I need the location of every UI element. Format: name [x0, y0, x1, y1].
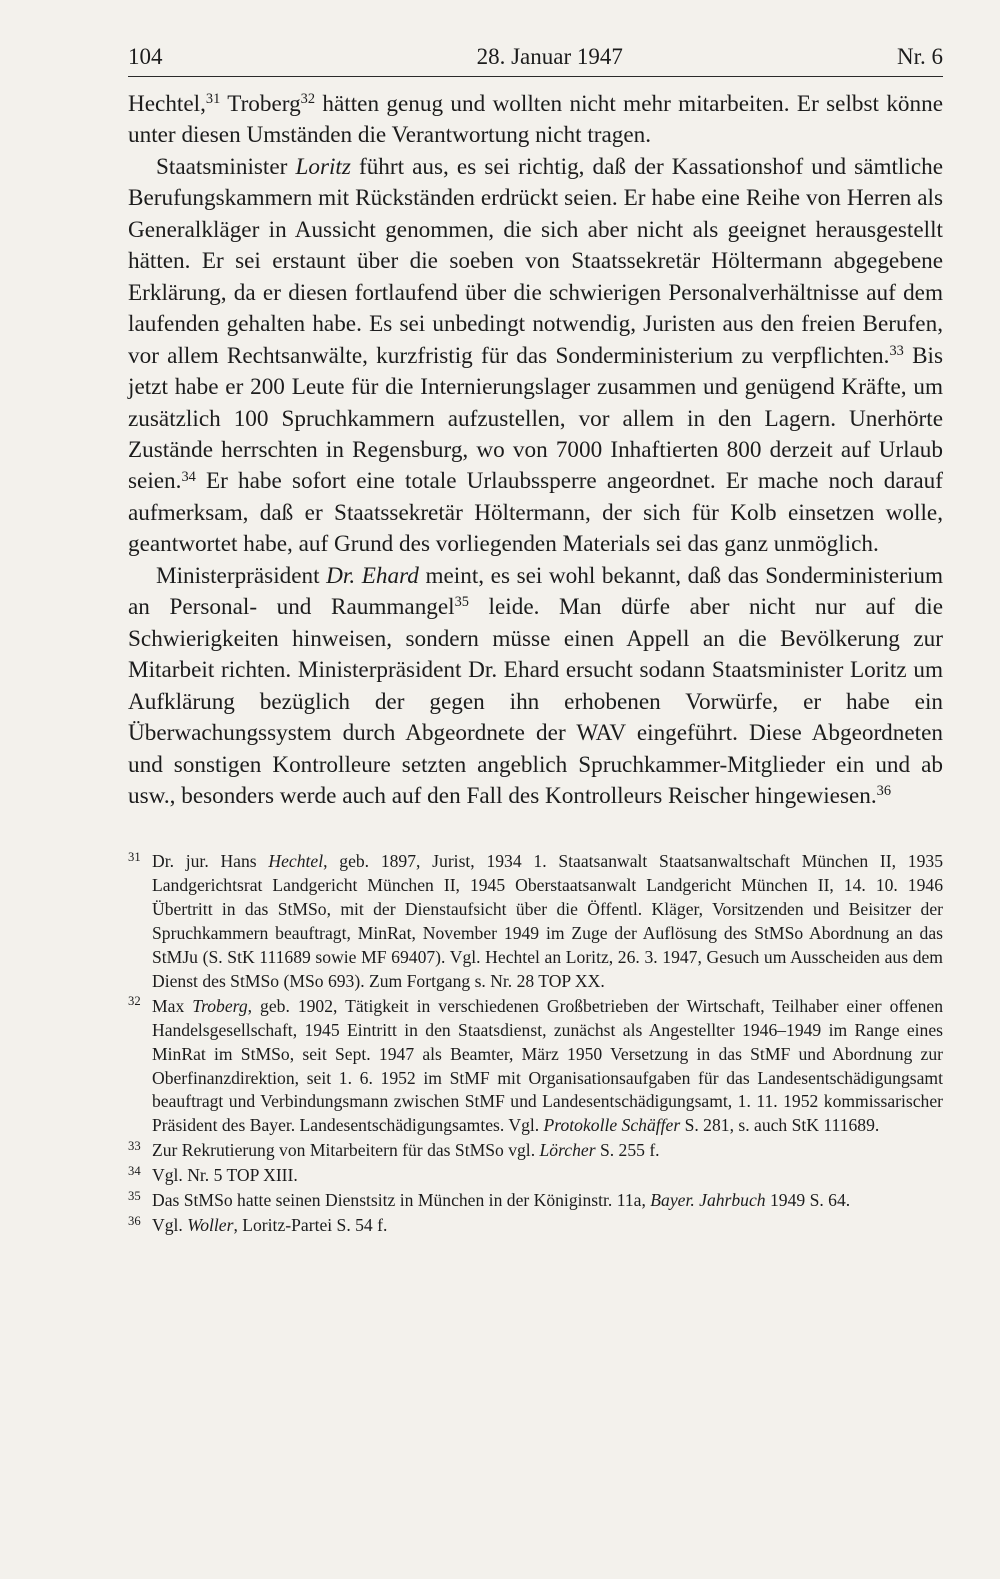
header-date: 28. Januar 1947: [476, 44, 623, 69]
text-run: Vgl. Nr. 5 TOP XIII.: [152, 1165, 298, 1186]
footnote-number: 35: [128, 1188, 141, 1203]
italic-name: Lörcher: [539, 1140, 596, 1161]
footnote-number: 34: [128, 1163, 141, 1178]
footnote-reference: 32: [300, 91, 316, 108]
footnote-text: [152, 1164, 943, 1188]
footnote-reference: 35: [454, 594, 469, 611]
running-header: [128, 44, 943, 77]
footnote-reference: 36: [876, 783, 892, 800]
footnote: [128, 1139, 943, 1163]
italic-name: Woller: [187, 1215, 234, 1236]
text-run: meint, es sei wohl bekannt, daß das Sonderministerium an Personal- und Raummangel: [128, 562, 943, 621]
footnote-number: 33: [128, 1138, 141, 1153]
footnote: [128, 995, 943, 1138]
footnote-text: [152, 1139, 943, 1163]
text-run: , geb. 1902, Tätigkeit in verschiedenen Großbetrieben der Wirtschaft, Teilhaber einer offenen Handelsgesellschaft, 1945 Eintritt in den Staatsdienst, zunächst als Angestellter 1946–1949 im Range eines MinRat im StMSo, seit Sept. 1947 als Beamter, März 1950 Versetzung in das StMF und Abordnung zur Oberfinanzdirektion, seit 1. 6. 1952 im StMF mit Organisationsaufgaben für das Landesentschädigungsamt beauftragt und Verbindungsmann zwischen StMF und Landesentschädigungsamt, 1. 11. 1952 kommissarischer Präsident des Bayer. Landesentschädigungsamtes. Vgl.: [152, 995, 943, 1136]
paragraph: [128, 152, 943, 561]
italic-name: Troberg: [192, 995, 248, 1016]
footnote-number: 32: [128, 994, 141, 1009]
text-run: führt aus, es sei richtig, daß der Kassationshof und sämtliche Berufungskammern mit Rückständen erdrückt seien. Er habe eine Reihe von Herren als Generalkläger in Aussicht genommen, die sich aber nicht als geeignet herausgestellt hätten. Er sei erstaunt über die soeben von Staatssekretär Höltermann abgegebene Erklärung, da er diesen fortlaufend über die schwierigen Personalverhältnisse auf dem laufenden gehalten habe. Es sei unbedingt notwendig, Juristen aus den freien Berufen, vor allem Rechtsanwälte, kurzfristig für das Sonderministerium zu verpflichten.: [128, 153, 943, 369]
footnote-text: [152, 1189, 943, 1213]
text-run: 1949 S. 64.: [765, 1190, 851, 1211]
text-run: , geb. 1897, Jurist, 1934 1. Staatsanwalt Staatsanwaltschaft München II, 1935 Landgerichtsrat Landgericht München II, 1945 Oberstaatsanwalt Landgericht München II, 14. 10. 1946 Übertritt in das StMSo, mit der Dienstaufsicht über die Öffentl. Kläger, Vorsitzenden und Beisitzer der Spruchkammern beauftragt, MinRat, November 1949 im Zuge der Auflösung des StMSo Abordnung an das StMJu (S. StK 111689 sowie MF 69407). Vgl. Hechtel an Loritz, 26. 3. 1947, Gesuch um Ausscheiden aus dem Dienst des StMSo (MSo 693). Zum Fortgang s. Nr. 28 TOP XX.: [152, 851, 943, 991]
footnote-reference: 31: [205, 91, 221, 108]
text-run: Vgl.: [152, 1215, 188, 1236]
text-run: Das StMSo hatte seinen Dienstsitz in München in der Königinstr. 11a,: [152, 1190, 651, 1211]
footnotes: [128, 850, 943, 1238]
footnote-text: [152, 850, 943, 993]
text-run: Dr. jur. Hans: [152, 851, 269, 872]
text-run: Staatsminister: [156, 153, 296, 180]
header-issue: Nr. 6: [897, 44, 943, 69]
footnote: [128, 850, 943, 993]
footnote-number: 31: [128, 850, 141, 864]
text-run: Hechtel,: [128, 91, 206, 117]
text-run: , Loritz-Partei S. 54 f.: [233, 1215, 388, 1236]
italic-name: Hechtel: [268, 851, 324, 872]
footnote: [128, 1164, 943, 1188]
italic-name: Protokolle Schäffer: [543, 1115, 681, 1136]
footnote: [128, 1214, 943, 1238]
italic-name: Bayer. Jahrbuch: [650, 1190, 766, 1211]
footnote-number: 36: [128, 1213, 141, 1228]
italic-name: Loritz: [295, 153, 351, 180]
text-run: Bis jetzt habe er 200 Leute für die Internierungslager zusammen und genügend Kräfte, um zusätzlich 100 Spruchkammern aufzustellen, vor allem in den Lagern. Unerhörte Zustände herrschten in Regensburg, wo von 7000 Inhaftierten 800 derzeit auf Urlaub seien.: [128, 342, 943, 495]
footnote-text: [152, 1214, 943, 1238]
document-page: [128, 44, 943, 1238]
text-run: Ministerpräsident: [156, 562, 327, 589]
text-run: S. 281, s. auch StK 111689.: [680, 1115, 880, 1136]
footnote: [128, 1189, 943, 1213]
text-run: hätten genug und wollten nicht mehr mitarbeiten. Er selbst könne unter diesen Umständen die Verantwortung nicht tragen.: [128, 91, 944, 149]
main-text: [128, 89, 943, 812]
italic-name: Dr. Ehard: [326, 562, 419, 589]
footnote-text: [152, 995, 943, 1138]
text-run: S. 255 f.: [595, 1140, 660, 1161]
paragraph: [128, 561, 943, 813]
footnote-reference: 34: [181, 468, 196, 485]
page-number: 104: [128, 44, 163, 69]
text-run: Troberg: [220, 91, 301, 117]
text-run: Zur Rekrutierung von Mitarbeitern für das StMSo vgl.: [152, 1140, 540, 1161]
text-run: leide. Man dürfe aber nicht nur auf die Schwierigkeiten hinweisen, sondern müsse einen Appell an die Bevölkerung zur Mitarbeit richten. Ministerpräsident Dr. Ehard ersucht sodann Staatsminister Loritz um Aufklärung bezüglich der gegen ihn erhobenen Vorwürfe, er habe ein Überwachungssystem durch Abgeordnete der WAV eingeführt. Diese Abgeordneten und sonstigen Kontrolleure setzten angeblich Spruchkammer-Mitglieder ein und ab usw., besonders werde auch auf den Fall des Kontrolleurs Reischer hingewiesen.: [128, 594, 943, 809]
paragraph: [128, 89, 943, 152]
footnote-reference: 33: [889, 342, 904, 359]
text-run: Max: [152, 995, 193, 1016]
text-run: Er habe sofort eine totale Urlaubssperre angeordnet. Er mache noch darauf aufmerksam, daß er Staatssekretär Höltermann, der sich für Kolb einsetzen wolle, geantwortet habe, auf Grund des vorliegenden Materials sei das ganz unmöglich.: [128, 468, 943, 558]
